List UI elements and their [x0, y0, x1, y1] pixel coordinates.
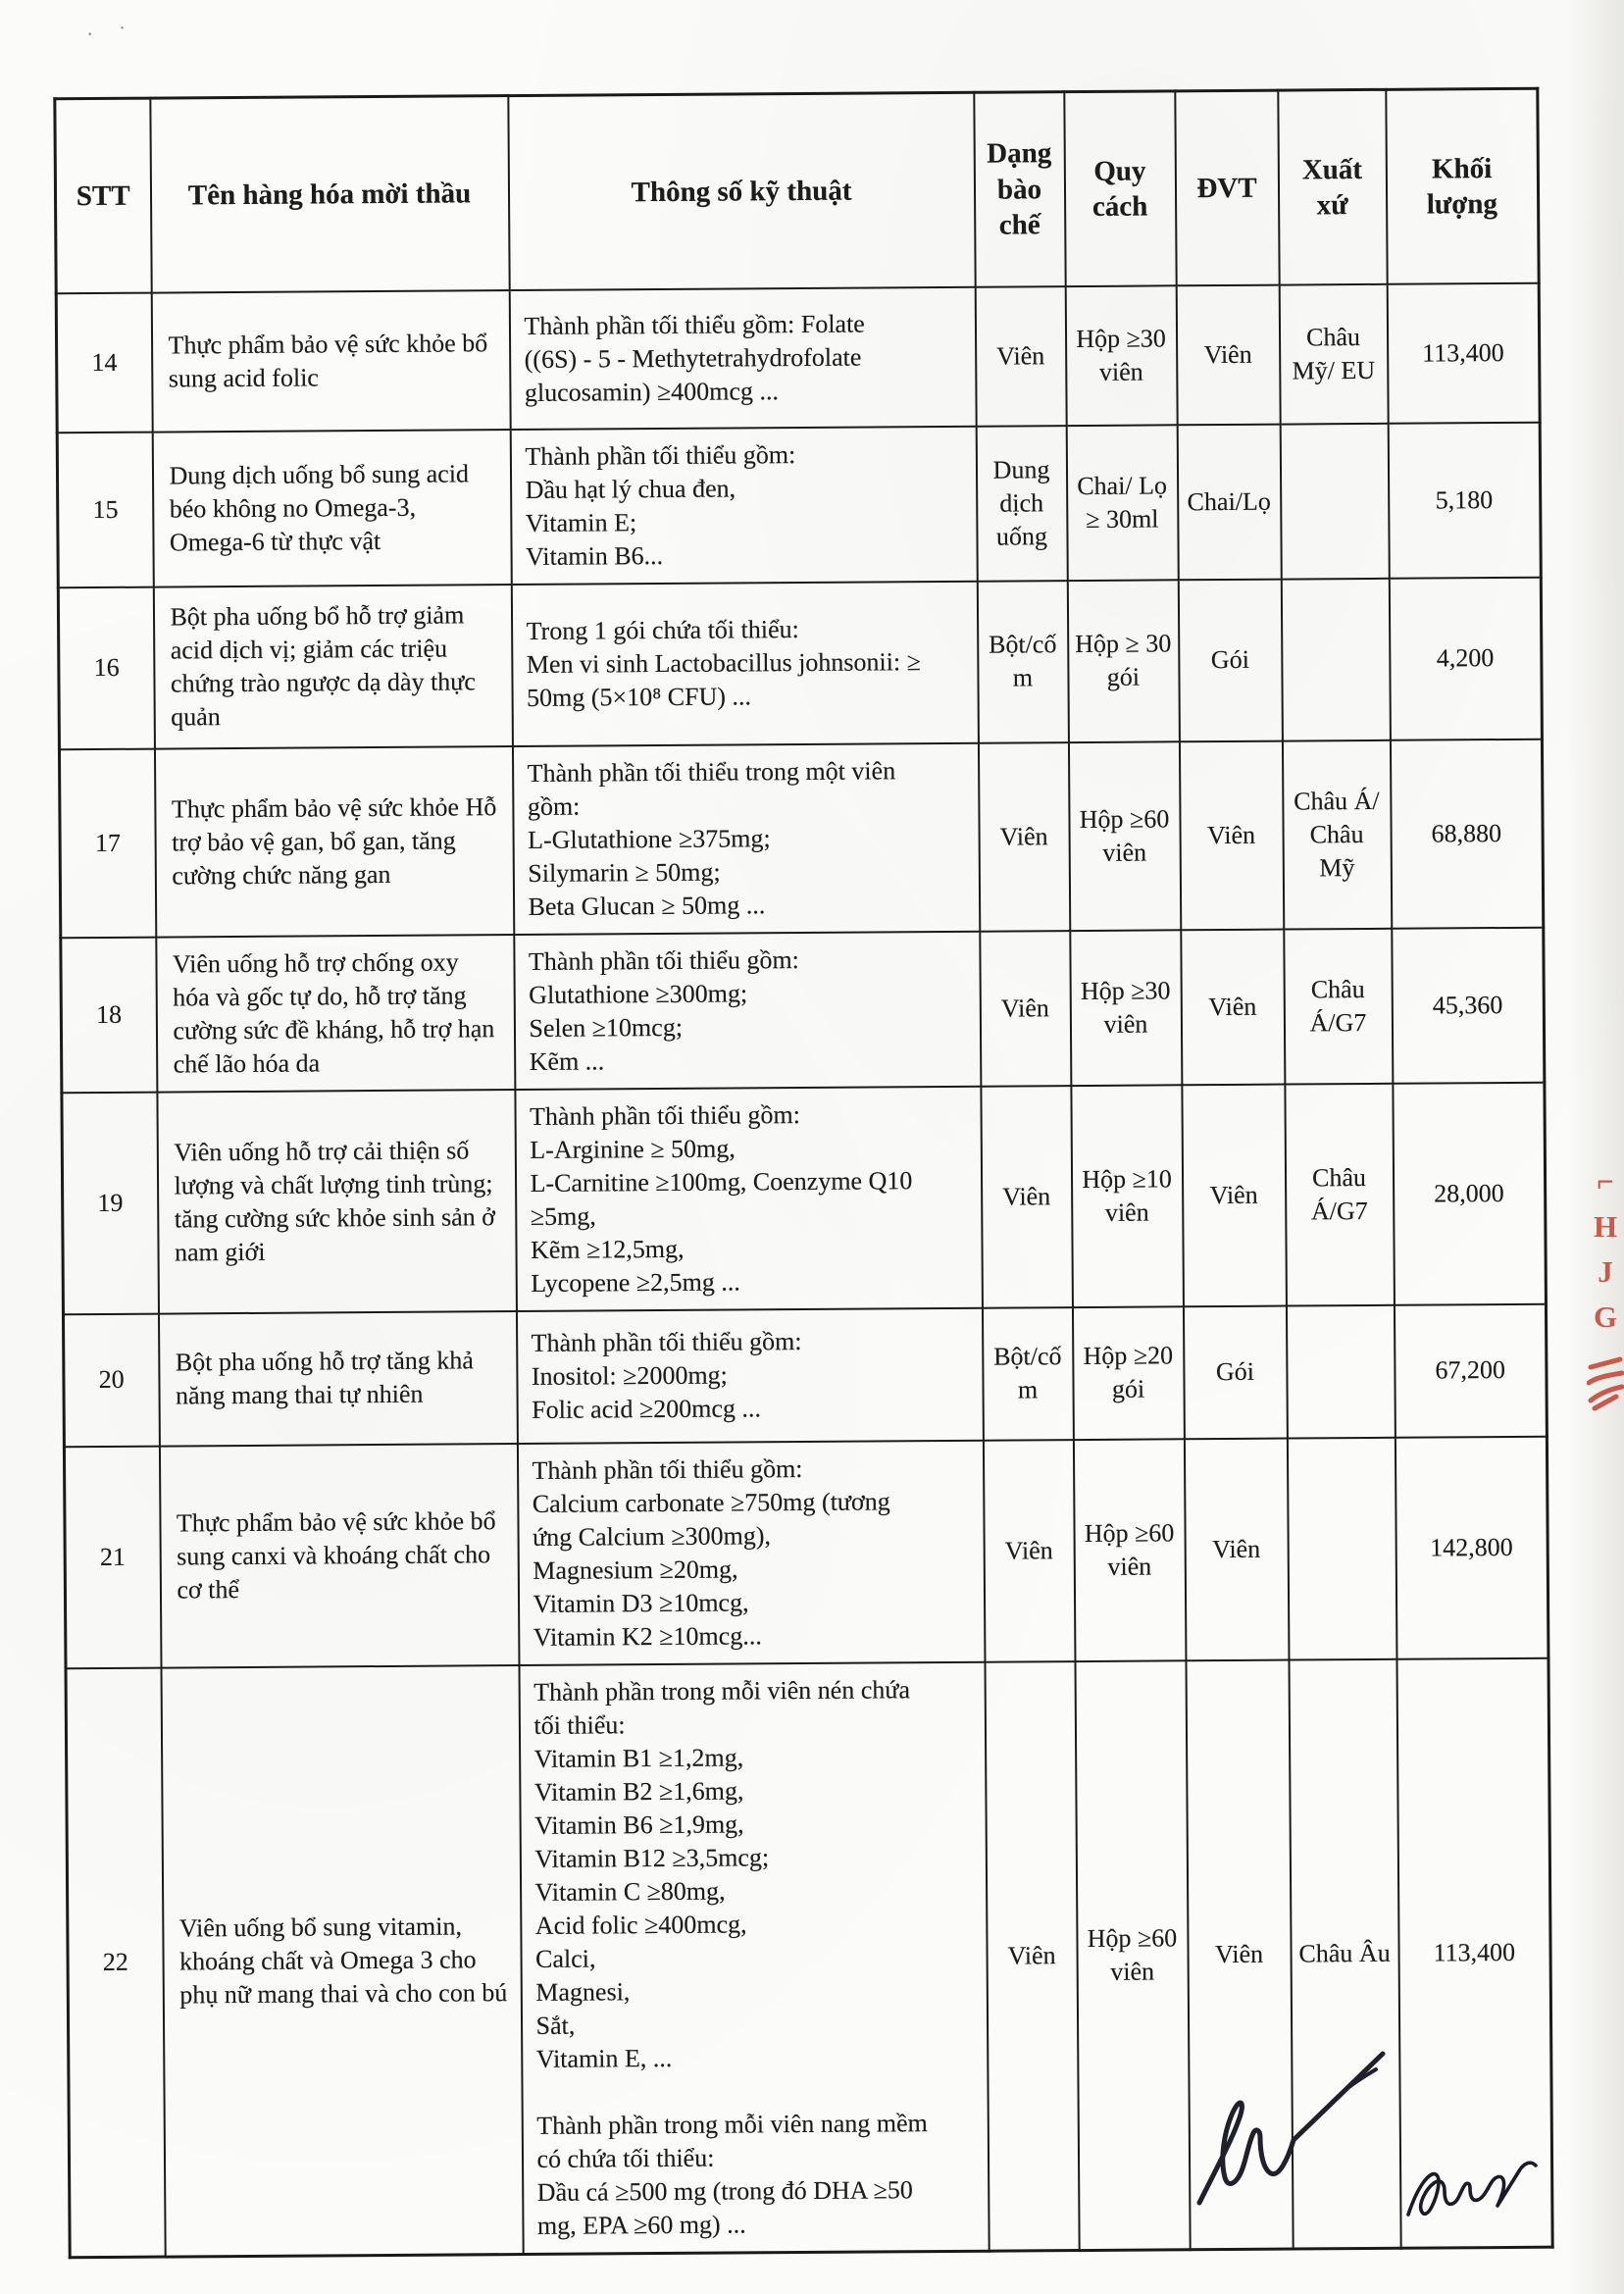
spec-line: Dầu hạt lý chua đen, [525, 473, 736, 504]
cell-unit: Viên [1179, 740, 1283, 930]
cell-unit: Gói [1178, 579, 1282, 741]
spec-line: Silymarin ≥ 50mg; [528, 857, 721, 888]
cell-quantity: 113,400 [1396, 1657, 1552, 2248]
cell-quantity: 142,800 [1395, 1436, 1548, 1658]
cell-stt: 15 [57, 432, 153, 587]
cell-spec [512, 742, 979, 934]
spec-line: Selen ≥10mcg; [529, 1012, 684, 1043]
header-form: Dạng bào chế [974, 92, 1065, 287]
cell-origin: Châu Á/G7 [1285, 1083, 1395, 1305]
cell-product-name: Thực phẩm bảo vệ sức khỏe bổ sung acid folic [151, 290, 510, 433]
cell-stt: 17 [59, 748, 155, 938]
cell-unit: Viên [1182, 1084, 1287, 1306]
cell-unit: Viên [1181, 929, 1285, 1085]
cell-unit: Viên [1184, 1438, 1289, 1660]
spec-line: Lycopene ≥2,5mg ... [531, 1266, 740, 1298]
cell-unit: Gói [1183, 1305, 1287, 1439]
header-origin: Xuất xứ [1278, 89, 1387, 284]
spec-line: Vitamin B12 ≥3,5mcg; [534, 1842, 770, 1873]
header-pack: Quy cách [1064, 91, 1176, 286]
cell-unit: Viên [1186, 1659, 1293, 2249]
table-row [56, 282, 1540, 433]
spec-line: ứng Calcium ≥300mg), [532, 1520, 772, 1552]
cell-product-name: Bột pha uống hỗ trợ tăng khả năng mang thai tự nhiên [158, 1311, 517, 1447]
spec-line: Vitamin E, ... [535, 2043, 673, 2073]
table-row [58, 577, 1542, 749]
cell-stt: 16 [58, 586, 154, 749]
spec-line: Thành phần trong mỗi viên nén chứa [533, 1674, 911, 1707]
cell-form: Viên [980, 931, 1071, 1087]
cell-pack: Chai/ Lọ ≥ 30ml [1066, 425, 1178, 581]
cell-origin: Châu Mỹ/ EU [1279, 283, 1388, 424]
table-row [59, 739, 1543, 938]
cell-form: Viên [985, 1661, 1079, 2251]
cell-spec [515, 1086, 983, 1310]
spec-line: ((6S) - 5 - Methytetrahydrofolate [524, 342, 862, 374]
cell-quantity: 4,200 [1389, 577, 1542, 739]
cell-product-name: Viên uống hỗ trợ chống oxy hóa và gốc tự do, hỗ trợ tăng cường sức đề kháng, hỗ trợ hạn chế lão hóa da [156, 935, 515, 1093]
cell-product-name: Dung dịch uống bổ sung acid béo không no Omega-3, Omega-6 từ thực vật [152, 430, 511, 587]
cell-form: Dung dịch uống [976, 426, 1067, 582]
table-row [61, 927, 1545, 1093]
cell-spec [516, 1307, 983, 1443]
cell-spec [510, 426, 977, 584]
spec-line: Kẽm ... [529, 1045, 605, 1076]
cell-spec [519, 1661, 989, 2254]
signature-secondary-icon [1400, 2150, 1552, 2233]
cell-pack: Hộp ≥30 viên [1065, 285, 1177, 426]
cell-quantity: 5,180 [1388, 422, 1541, 578]
cell-quantity: 67,200 [1394, 1303, 1547, 1437]
header-stt: STT [55, 98, 151, 293]
red-stamp-mark: J [1598, 1254, 1613, 1289]
cell-origin [1286, 1304, 1395, 1438]
spec-line: Glutathione ≥300mg; [529, 978, 748, 1009]
cell-product-name: Bột pha uống bổ hỗ trợ giảm acid dịch vị; giảm các triệu chứng trào ngược dạ dày thực quản [153, 585, 512, 749]
spec-line: Men vi sinh Lactobacillus johnsonii: ≥ [526, 647, 922, 679]
cell-pack: Hộp ≥60 viên [1075, 1660, 1190, 2250]
spec-line: tối thiểu: [533, 1709, 626, 1740]
spec-line: Thành phần tối thiểu gồm: [529, 1099, 801, 1131]
cell-pack: Hộp ≥30 viên [1070, 930, 1182, 1086]
cell-pack: Hộp ≥60 viên [1068, 741, 1180, 931]
spec-line: Thành phần tối thiểu gồm: [525, 439, 796, 471]
spec-line: Vitamin B1 ≥1,2mg, [533, 1742, 744, 1773]
spec-line: Vitamin C ≥80mg, [534, 1876, 726, 1907]
cell-origin: Châu Âu [1289, 1658, 1400, 2248]
cell-stt: 18 [61, 937, 157, 1093]
spec-line: L-Carnitine ≥100mg, Coenzyme Q10 [530, 1165, 913, 1198]
red-stamp-marks [1585, 1159, 1624, 1425]
cell-product-name: Viên uống hỗ trợ cải thiện số lượng và chất lượng tinh trùng; tăng cường sức khỏe sinh sản ở nam giới [157, 1090, 517, 1314]
header-product-name: Tên hàng hóa mời thầu [150, 96, 509, 293]
header-spec: Thông số kỹ thuật [508, 92, 975, 289]
spec-line: Kẽm ≥12,5mg, [530, 1234, 685, 1264]
cell-pack: Hộp ≥20 gói [1072, 1306, 1184, 1440]
cell-origin: Châu Á/G7 [1284, 928, 1393, 1084]
cell-form: Viên [978, 742, 1069, 932]
table-row [62, 1082, 1547, 1314]
cell-stt: 21 [64, 1446, 161, 1668]
spec-line: Magnesi, [535, 1976, 631, 2007]
cell-form: Viên [981, 1086, 1073, 1308]
bid-items-table [53, 87, 1553, 2259]
cell-pack: Hộp ≥60 viên [1073, 1439, 1186, 1661]
red-stamp-mark: ⌐ [1597, 1164, 1614, 1198]
cell-product-name: Thực phẩm bảo vệ sức khỏe bổ sung canxi và khoáng chất cho cơ thể [159, 1444, 519, 1668]
spec-line: Inositol: ≥2000mg; [531, 1360, 728, 1391]
spec-line: Vitamin E; [525, 507, 637, 537]
spec-line: Vitamin K2 ≥10mcg... [533, 1620, 762, 1652]
header-unit: ĐVT [1175, 90, 1279, 285]
spec-line: 50mg (5×10⁸ CFU) ... [527, 682, 752, 712]
spec-line: Magnesium ≥20mg, [533, 1554, 738, 1585]
header-quantity: Khối lượng [1386, 88, 1539, 283]
cell-quantity: 28,000 [1393, 1082, 1547, 1304]
spec-line: Thành phần tối thiểu gồm: [528, 944, 799, 976]
cell-form: Bột/cốm [977, 581, 1068, 743]
spec-line: Thành phần tối thiểu trong một viên [527, 755, 896, 788]
spec-line: Vitamin B6 ≥1,9mg, [534, 1809, 744, 1840]
cell-stt: 14 [56, 292, 152, 433]
cell-origin: Châu Á/ Châu Mỹ [1282, 739, 1391, 929]
spec-line: ≥5mg, [530, 1200, 596, 1231]
signature-primary-icon [1182, 2038, 1402, 2219]
spec-line: Folic acid ≥200mcg ... [532, 1394, 762, 1424]
cell-form: Viên [975, 286, 1066, 427]
spec-line: Calci, [534, 1943, 596, 1973]
cell-product-name: Viên uống bổ sung vitamin, khoáng chất và Omega 3 cho phụ nữ mang thai và cho con bú [161, 1665, 523, 2257]
spec-line: Sắt, [535, 2011, 576, 2040]
cell-origin [1281, 578, 1390, 740]
spec-line: Vitamin D3 ≥10mcg, [533, 1587, 749, 1618]
spec-line: Thành phần tối thiểu gồm: Folate [524, 309, 865, 340]
cell-form: Viên [983, 1440, 1075, 1662]
cell-unit: Viên [1176, 284, 1280, 425]
table-row [57, 422, 1541, 587]
cell-stt: 22 [66, 1667, 165, 2257]
spec-line: Calcium carbonate ≥750mg (tương [532, 1486, 890, 1518]
cell-spec [517, 1440, 985, 1664]
table-header-row [55, 88, 1539, 293]
spec-line: Beta Glucan ≥ 50mg ... [528, 890, 766, 921]
red-scribble-mark [1587, 1353, 1624, 1412]
spec-line: L-Glutathione ≥375mg; [528, 823, 771, 854]
spec-line: Trong 1 gói chứa tối thiểu: [526, 615, 799, 645]
spec-line: Vitamin B2 ≥1,6mg, [533, 1775, 744, 1807]
table-row [63, 1303, 1547, 1447]
spec-line: glucosamin) ≥400mcg ... [524, 376, 780, 407]
cell-unit: Chai/Lọ [1177, 424, 1281, 580]
cell-form: Bột/cốm [982, 1307, 1073, 1441]
spec-line: Vitamin B6... [526, 540, 664, 571]
spec-line: gồm: [527, 791, 581, 821]
cell-quantity: 45,360 [1392, 927, 1545, 1083]
spec-line: Thành phần tối thiểu gồm: [532, 1453, 803, 1485]
cell-pack: Hộp ≥ 30 gói [1067, 580, 1179, 742]
cell-spec [514, 931, 981, 1089]
spec-line: mg, EPA ≥60 mg) ... [536, 2209, 746, 2240]
spec-line: có chứa tối thiểu: [536, 2143, 715, 2173]
spec-line: Acid folic ≥400mcg, [534, 1909, 747, 1940]
red-stamp-mark: H [1593, 1209, 1618, 1244]
cell-spec [511, 581, 978, 745]
procurement-table [53, 87, 1551, 2259]
cell-origin [1287, 1437, 1396, 1659]
spec-line: Dầu cá ≥500 mg (trong đó DHA ≥50 [536, 2174, 913, 2207]
cell-pack: Hộp ≥10 viên [1071, 1085, 1184, 1307]
cell-product-name: Thực phẩm bảo vệ sức khỏe Hỗ trợ bảo vệ gan, bổ gan, tăng cường chức năng gan [154, 746, 513, 938]
cell-stt: 19 [62, 1092, 159, 1314]
spec-line: Thành phần tối thiểu gồm: [531, 1327, 802, 1357]
pen-speckle: · ˙ [86, 22, 136, 46]
red-stamp-mark: G [1593, 1300, 1618, 1334]
table-row [64, 1436, 1548, 1668]
cell-origin [1280, 423, 1389, 579]
spec-line: Thành phần trong mỗi viên nang mềm [536, 2108, 928, 2140]
cell-stt: 20 [63, 1313, 159, 1447]
cell-quantity: 68,880 [1390, 739, 1543, 928]
spec-line [536, 2072, 973, 2109]
cell-quantity: 113,400 [1387, 282, 1540, 423]
cell-spec [509, 286, 976, 429]
spec-line: L-Arginine ≥ 50mg, [530, 1133, 736, 1164]
